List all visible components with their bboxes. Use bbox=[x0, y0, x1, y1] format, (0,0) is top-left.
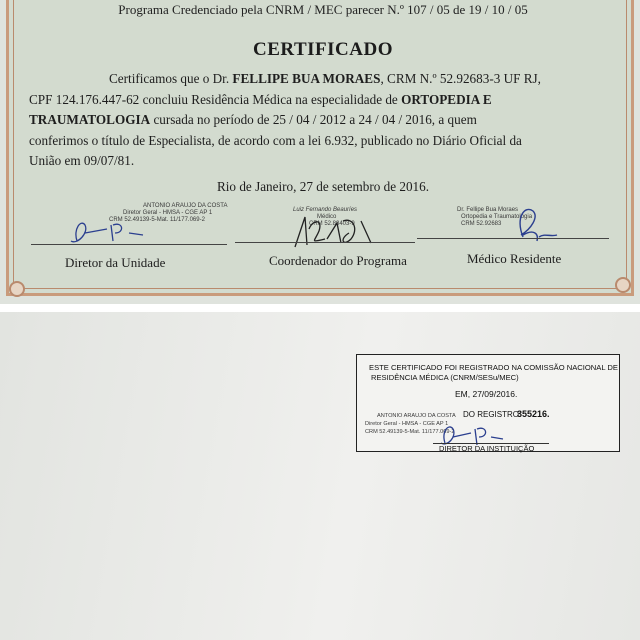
signature-program-coordinator bbox=[235, 203, 415, 273]
body-title-conferred: conferimos o título de Especialista, de acordo com a lei 6.932, publicado no Diário Oficial da bbox=[29, 132, 522, 148]
signature-stamp: ANTONIO ARAUJO DA COSTA Diretor Geral - HMSA - CGE AP 1 CRM 52.49139-5-Mat. 11/177.069-2 bbox=[109, 203, 228, 223]
signature-label: Coordenador do Programa bbox=[269, 253, 407, 268]
corner-rosette-icon bbox=[9, 281, 25, 297]
registry-number: 355216. bbox=[517, 409, 550, 419]
registration-stamp-box bbox=[356, 354, 620, 452]
signature-line bbox=[31, 244, 227, 245]
body-publication: União em 09/07/81. bbox=[29, 153, 135, 168]
certificate-title: CERTIFICADO bbox=[253, 39, 393, 60]
signature-line bbox=[235, 242, 415, 243]
signature-stamp: Dr. Fellipe Bua Moraes Ortopedia e Traumatologia CRM 52.92683 bbox=[457, 207, 533, 227]
director-stamp: ANTONIO ARAUJO DA COSTA Diretor Geral - HMSA - CGE AP 1 CRM 52.49139-5-Mat. 11/177.069-2 bbox=[365, 413, 456, 436]
body-crm: , CRM N.º 52.92683-3 UF RJ, bbox=[380, 71, 541, 86]
certificate-back-photo bbox=[0, 312, 640, 640]
signature-resident bbox=[417, 203, 611, 273]
place-and-date: Rio de Janeiro, 27 de setembro de 2016. bbox=[216, 179, 430, 194]
doctor-name: FELLIPE BUA MORAES bbox=[232, 71, 381, 86]
signature-label: Diretor da Unidade bbox=[65, 255, 166, 270]
specialty: ORTOPEDIA E bbox=[401, 91, 492, 107]
signature-stamp: Luiz Fernando Beauríes Médico CRM 52.88403-9 bbox=[293, 207, 358, 227]
registration-date: EM, 27/09/2016. bbox=[455, 389, 518, 399]
handwritten-signature-icon bbox=[279, 209, 389, 251]
handwritten-signature-icon bbox=[59, 211, 169, 251]
signature-director-unit bbox=[29, 203, 229, 273]
certificate-body bbox=[29, 69, 619, 172]
corner-rosette-icon bbox=[615, 277, 631, 293]
registry-label: DO REGISTRO: bbox=[463, 410, 522, 419]
institution-director-label: DIRETOR DA INSTITUIÇÃO bbox=[439, 444, 535, 453]
accreditation-header: Programa Credenciado pela CNRM / MEC parecer N.º 107 / 05 de 19 / 10 / 05 bbox=[118, 2, 528, 17]
body-cpf: CPF 124.176.447-62 concluiu Residência Médica na especialidade de bbox=[29, 91, 402, 107]
signature-line bbox=[417, 238, 609, 239]
photo-divider bbox=[0, 304, 640, 312]
certificate-sheet bbox=[6, 0, 634, 296]
specialty-cont: TRAUMATOLOGIA bbox=[29, 112, 151, 127]
signature-label: Médico Residente bbox=[467, 251, 562, 266]
handwritten-signature-icon bbox=[503, 203, 563, 249]
registration-statement: ESTE CERTIFICADO FOI REGISTRADO NA COMISSÃO NACIONAL DE RESIDÊNCIA MÉDICA (CNRM/SESu/MEC) bbox=[369, 363, 618, 382]
certificate-front-photo bbox=[0, 0, 640, 312]
body-intro: Certificamos que o Dr. bbox=[109, 71, 233, 86]
body-period: cursada no período de 25 / 04 / 2012 a 24 / 04 / 2016, a quem bbox=[150, 112, 477, 127]
